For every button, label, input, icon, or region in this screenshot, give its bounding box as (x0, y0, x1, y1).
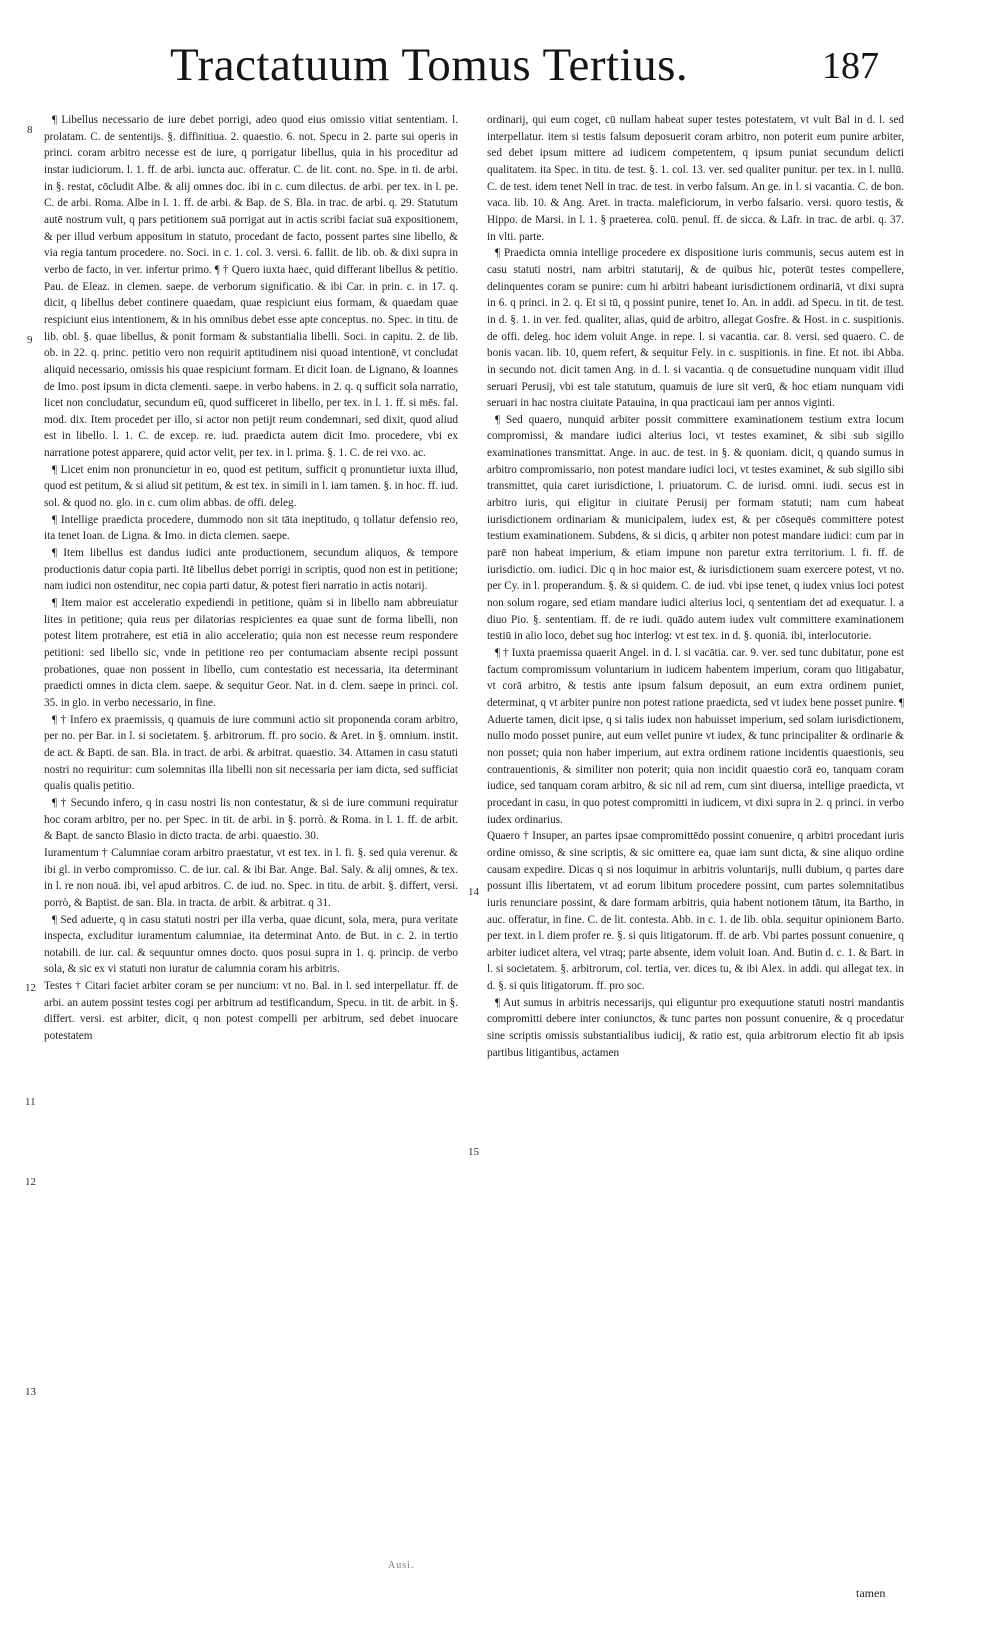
section-paragraph-quaero: Quaero † Insuper, an partes ipsae compromittēdo possint conuenire, q arbitri procedant iuris ordine omisso, & sine scriptis, & sic omittere ea, quae iam sunt dicta, & sine aliquo ordine causam expedire. Dicas q si nos loquimur in arbitris voluntarijs, nulli dubium, q partes dare possunt illis libertatem, vt ad eorum libitum procedere possint, cum partes solemnitatibus iuris renunciare possint, & dare formam arbitris, quia habent notionem tātum, ita Bartho, in auc. offeratur, in fine. C. de lit. contesta. Abb. in c. 1. de lib. obla. sequitur opinionem Barto. per text. in l. diem profer re. §. si quis litigatorum. ff. de arb. Vbi partes possunt conuenire, q arbiter iudicet altera, vel vtraq; parte absente, idem voluit Ioan. And. Butin d. c. 1. & Bart. in l. si societatem. §. arbitrorum, col. tertia, ver. dices tu, & ibi Alex. in addi. qui allegat tex. in d. §. si quis litigatorum. ff. pro soc. (487, 830, 904, 993)
marginal-number: 15 (468, 1146, 479, 1158)
section-paragraph-testes: Testes † Citari faciet arbiter coram se per nuncium: vt no. Bal. in l. sed interpellatur. ff. de arbi. an autem possint testes cogi per arbitrum ad testificandum, Specu. in tit. de arbit. in §. differt. versi. est arbiter, dicit, q non potest compelli per arbitrum, sed debet inuocare potestatem (44, 980, 458, 1043)
paragraph: ¶ Sed aduerte, q in casu statuti nostri per illa verba, quae dicunt, sola, mera, pura veritate inspecta, excluditur iuramentum calumniae, ita determinat Anto. de But. in c. 2. in tertio notabili. de iur. cal. & sequuntur omnes docto. quos posui supra in 1. q. princip. de verbo sola, & sic ex vi statuti non iuratur de calumnia coram his arbitris. (44, 913, 458, 976)
paragraph: ¶ † Secundo infero, q in casu nostri lis non contestatur, & si de iure communi requiratur hoc coram arbitro, per no. per Spec. in tit. de arbi. in §. porrò. & Roma. in l. 1. ff. de arbit. & Bapt. de sancto Blasio in dicto tracta. de arbi. quaestio. 30. (44, 796, 458, 843)
marginal-number: 12 (25, 1176, 36, 1188)
marginal-number: 12 (25, 982, 36, 994)
paragraph: ¶ Intellige praedicta procedere, dummodo non sit tāta ineptitudo, q tollatur defensio reo, ita tenet Ioan. de Ligna. & Imo. in dicta clemen. saepe. (44, 513, 458, 543)
marginal-number: 13 (25, 1386, 36, 1398)
left-text-column (44, 112, 458, 1045)
paragraph: ¶ † Infero ex praemissis, q quamuis de iure communi actio sit proponenda coram arbitro, per no. per Bar. in l. si societatem. §. arbitrorum. ff. pro socio. & Aret. in §. omnium. instit. de act. & Bapti. de san. Bla. in tract. de arbi. & arbitrat. quaestio. 34. Attamen in casu statuti nostri no requiritur: cum solemnitas illa libelli non sit necessaria per iam dicta, sed sufficiat qualis qualis petitio. (44, 713, 458, 793)
paragraph: ¶ Licet enim non pronuncietur in eo, quod est petitum, sufficit q pronuntietur iuxta illud, quod est petitum, & si aliud sit petitum, & est tex. in simili in l. iam tamen. §. in hoc. ff. iud. sol. & quod no. glo. in c. cum olim abbas. de offi. deleg. (44, 463, 458, 510)
paragraph: ¶ Libellus necessario de iure debet porrigi, adeo quod eius omissio vitiat sententiam. l. prolatam. C. de sententijs. §. diffinitiua. 2. quaestio. 6. not. Specu in 2. parte sui operis in princi. coram arbitro necesse est de iure, q porrigatur libellus, quia in his proceditur ad instar iudiciorum. l. 1. ff. de arbi. iuncta auc. offeratur. C. de lit. cont. no. Spe. in ti. de arbi. in §. restat, cōcludit Albe. & alij omnes doc. ibi in c. cum dilectus. de arbi. per tex. in l. pe. C. de arbi. Roma. Albe in l. 1. ff. de arbi. & Bap. de S. Bla. in trac. de arbi. q. 29. Statutum autē nostrum vult, q pars petitionem suā porrigat aut in actis scribi faciat suā expositionem, & per illud verbum appositum in statuto, procedant de facto, possent partes sine libello, & via regia tantum procedere. no. Soci. in c. 1. col. 3. versi. 6. fallit. de lib. ob. & dixi supra in verbo de facto, in ver. infertur primo. ¶ † Quero iuxta haec, quid differant libellus & petitio. Pau. de Eleaz. in clemen. saepe. de verborum significatio. & ibi Car. in prin. c. in 17. q. dicit, q libellus debet continere quaedam, quae respiciunt eius formam, & quaedam quae respiciunt eius intentionem, & in his omnibus debet esse apte conceptus. no. Spec. in titu. de lib. obl. §. quae libellus, & ponit formam & substantialia libelli. Soci. in capitu. 2. de lib. ob. in 22. q. princ. petitio vero non requirit aptitudinem nisi quoad intentionē, vt concludat aliquid necessario, omissis his quae respiciunt formam. Et dicit Ioan. de Lignano, & Ioannes de Imo. post ipsum in dicta clementi. saepe. in verbo habens. in 2. q. q sufficit sola narratio, licet non concludatur, secundum eū, quod sufficeret in libello, per tex. in l. 1. ff. si mēs. fal. mod. dix. Item procedet per illo, si actor non petijt reum condemnari, sed dixit, quod aliud est in libello. l. 1. C. de excep. re. iud. praedicta autem dicit Imo. procedere, vbi ex narratione potest apparere, quid actor velit, per tex. in l. prima. §. 1. C. de rei vxo. ac. (44, 114, 458, 460)
paragraph: ¶ Sed quaero, nunquid arbiter possit committere examinationem testium extra locum compromissi, & mandare iudici alterius loci, vt testes examinet, & sibi sub sigillo examinationes transmittat. Ange. in auc. de test. in §. & quoniam. dicit, q quando sumus in arbitro compromissario, non potest mandare iudici loci, vt testes examinet, & sub sigillo sibi transmittet, quia caret iurisdictione, l. priuatorum. C. de iurisd. omni. iudi. secus est in arbitro iuris, qui eligitur in ciuitate Perusij per formam statuti; nam cum habeat iurisdictionem ordinariam & municipalem, iudex est, & per cōsequēs committere potest testium examinationem. Subdens, & si dicis, q arbiter non potest mandare iudici: cum par in parē non habeat imperium, & etiam impune non paretur extra territorium. l. fi. ff. de iurisdictio. om. iudici. Dic q in hoc maior est, & iurisdictionem suam exercere potest, vt no. per Cy. in l. properandum. §. & si quidem. C. de iud. vbi ipse tenet, q iudex vnius loci potest non solum rogare, sed etiam mandare iudici alterius loci, q sententiam det ad exequatur. l. a diuo Pio. §. sententiam. ff. de re iudi. quādo autem iudex vult committere examinationem testiū in alio loco, debet sug hoc interlog: vt est tex. in d. §. quoniā. ibi, interlocutorie. (487, 413, 904, 643)
right-text-column (487, 112, 904, 1061)
paragraph: ordinarij, qui eum coget, cū nullam habeat super testes potestatem, vt vult Bal in d. l. sed interpellatur. item si testis falsum deposuerit coram arbitro, non poterit eum punire arbiter, sed debet ipsum mittere ad iudicem competentem, q ipsum puniat secundum delicti qualitatem. ita Spec. in titu. de test. §. 1. col. 13. ver. sed qualiter punitur. per tex. in l. nullū. C. de test. idem tenet Nell in trac. de test. in verbo falsum. An ge. in l. si vacantia. C. de bon. vaca. lib. 10. & Ang. Aret. in tracta. maleficiorum, in verbo falsario. versi. quoro testis, & Hippo. de Marsi. in l. 1. § praeterea. colū. penul. ff. de sicca. & Lāfr. in trac. de arbi. q. 37. in vlti. parte. (487, 114, 904, 243)
paragraph: ¶ Aut sumus in arbitris necessarijs, qui eliguntur pro exequutione statuti nostri mandantis compromitti debere inter coniunctos, & tunc partes non possunt conuenire, & q procedatur sine scriptis omissis substantialibus iudicij, & ratio est, quia arbitrorum electio fit ab ipsis partibus litigantibus, actamen (487, 996, 904, 1059)
paragraph: ¶ Item libellus est dandus iudici ante productionem, secundum aliquos, & tempore productionis datur copia parti. Itē libellus debet porrigi in scriptis, quod non est in petitione; nam iudici non ostenditur, nec copia parti datur, & potest fieri narratio in actis notarij. (44, 547, 458, 593)
marginal-number: 8 (27, 124, 33, 136)
paragraph: ¶ Praedicta omnia intellige procedere ex dispositione iuris communis, secus autem est in casu statuti nostri, nam arbitri statutarij, & de quibus hic, poterūt testes compellere, delinquentes coram se punire: cum hi arbitri habeant iurisdictionem ordinariā, vt dixi supra in 6. q princi. in 2. q. Et si tū, q possint punire, tenet Io. An. in addi. ad Specu. in tit. de test. in d. §. 1. in ver. fed. qualiter, alias, quid de arbitro, allegat Gosfre. & Host. in c. suspitionis. de offi. deleg. hoc idem voluit Ange. in repe. l. si vacantia. car. 8. versi. sed quaero. C. de bonis vacan. lib. 10, quem refert, & sequitur Fely. in c. suspitionis. in fine. Et not. ibi Abba. in secundo not. dicit tamen Ang. in d. l. si vacantia. q de consuetudine nunquam vidit illud seruari Perusij, vbi est tale statutum, quamuis de iure sit verū, & hoc etiam nunquam vidi seruari in hac nostra ciuitate Patauina, in qua practicaui iam per annos viginti. (487, 247, 904, 410)
page-header (0, 38, 1000, 108)
catchword: tamen (856, 1586, 886, 1600)
bottom-mark: Ausi. (388, 1560, 415, 1571)
paragraph: ¶ Item maior est acceleratio expediendi in petitione, quàm si in libello nam abbreuiatur lites in petitione; quia reus per dilatorias respicientes ea quae sunt de forma libelli, non potest litem protrahere, est etiā in alio acceleratio; quia non est necesse reum respondere petitioni: sed libello sic, vnde in petitione reo per contumaciam absente recipi possunt probationes, quae non possent in libello, cum contestatio est necessaria, ita determinant praedicti omnes in dicta clem. saepe. & sequitur Geor. Nat. in d. clem. saepe in princi. col. 35. in glo. in verbo necessario, in fine. (44, 597, 458, 709)
marginal-number: 14 (468, 886, 479, 898)
paragraph: ¶ † Iuxta praemissa quaerit Angel. in d. l. si vacātia. car. 9. ver. sed tunc dubitatur, pone est factum compromissum voluntarium in iudicem habentem imperium, coram quo litigabatur, vt corā arbitro, & testis ante ipsum falsum deposuit, an eum extra ordinem puniet, determinat, q vt arbiter punire non potest ratione praedicta, sed vt iudex bene posset punire. ¶ Aduerte tamen, dicit ipse, q si talis iudex non habuisset imperium, sed solam iurisdictionem, nullo modo posset punire, aut eum vellet punire vt iudex, & tunc principaliter & ordinarie & non posset; quia non haber imperium, aut extra ordinem ratione incidentis quaestionis, seu contrauentionis, & similiter non poterit; quia non incidit quaestio corā eo, tanquam coram iudice, sed tanquam coram arbitro, & sic nil ad rem, cum sint diuersa, intellige praedicta, vt procedant in casu, in quo potest compromitti in iudicem, vt dixi supra in 2. q princi. in verbo iudex ordinarius. (487, 647, 905, 826)
marginal-number: 11 (25, 1096, 36, 1108)
page-number: 187 (822, 45, 879, 87)
marginal-number: 9 (27, 334, 33, 346)
running-title: Tractatuum Tomus Tertius. (170, 39, 689, 91)
section-paragraph-iuramentum: Iuramentum † Calumniae coram arbitro praestatur, vt est tex. in l. fi. §. sed quia verenur. & ibi gl. in verbo compromisso. C. de iur. cal. & ibi Bar. Ange. Bal. Saly. & alij omnes, & tex. in l. re non nouā. ibi, vel apud arbitros. C. de iud. no. Spec. in titu. de arbit. §. differt, versi. porrò, & Baptist. de san. Bla. in tracta. de arbit. & arbitrat. q 31. (44, 846, 458, 909)
